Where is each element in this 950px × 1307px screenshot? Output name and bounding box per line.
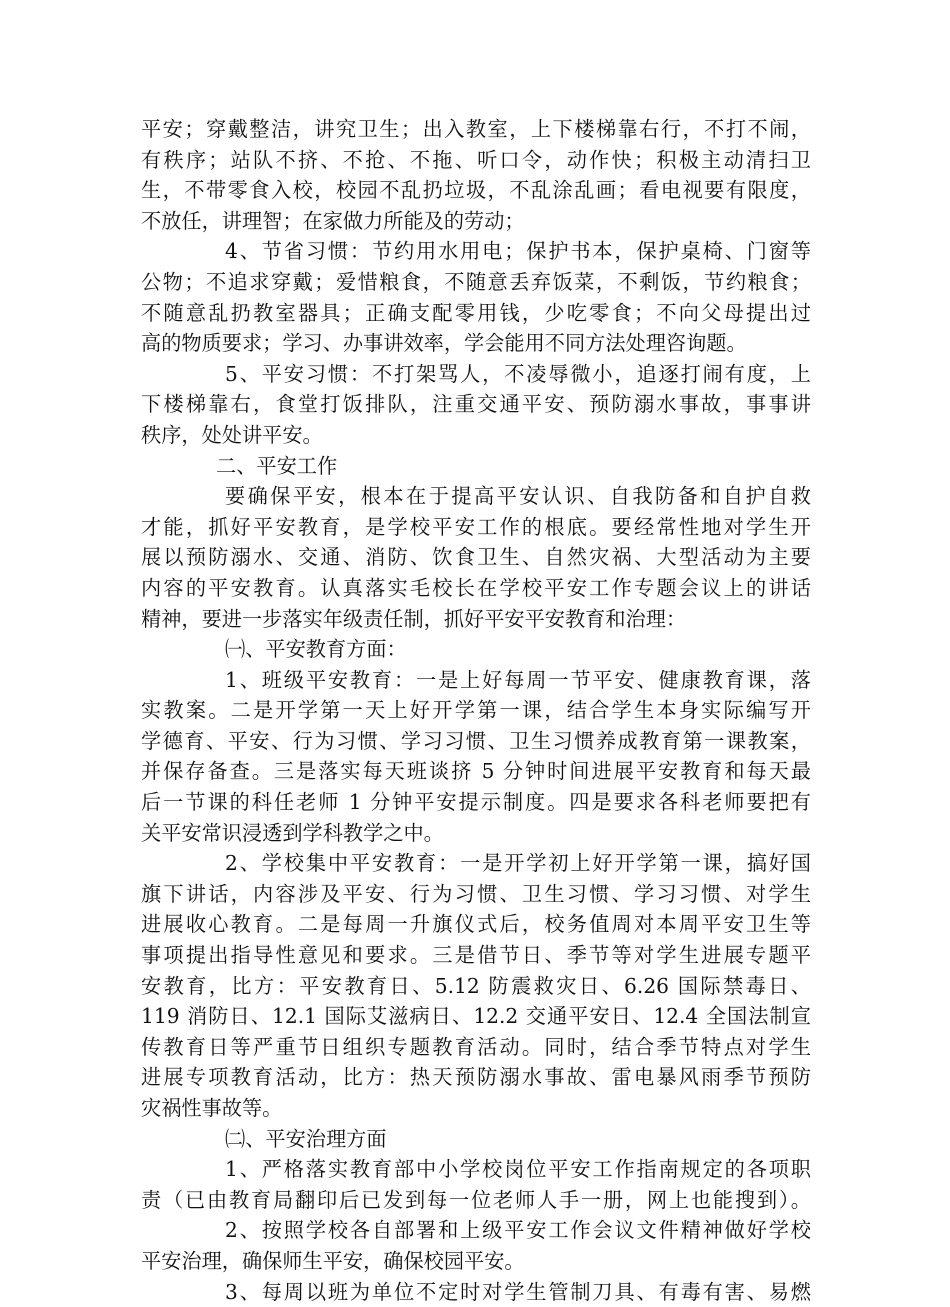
text-line: 进展专项教育活动，比方：热天预防溺水事故、雷电暴风雨季节预防 <box>141 1065 811 1090</box>
text-line: 责（已由教育局翻印后已发到每一位老师人手一册，网上也能搜到）。 <box>141 1187 811 1212</box>
text-line: 119 消防日、12.1 国际艾滋病日、12.2 交通平安日、12.4 全国法制宣 <box>141 1004 811 1029</box>
text-line: 1、严格落实教育部中小学校岗位平安工作指南规定的各项职 <box>225 1157 811 1182</box>
text-line: 公物；不追求穿戴；爱惜粮食，不随意丢弃饭菜，不剩饭，节约粮食； <box>141 269 811 294</box>
text-line: ㈡、平安治理方面 <box>225 1126 387 1151</box>
text-line: 生，不带零食入校，校园不乱扔垃圾，不乱涂乱画；看电视要有限度， <box>141 178 811 203</box>
text-line: 并保存备查。三是落实每天班谈挤 5 分钟时间进展平安教育和每天最 <box>141 759 811 784</box>
text-line: 5、平安习惯：不打架骂人，不凌辱微小，追逐打闹有度，上 <box>225 361 811 386</box>
text-line: 不放任，讲理智；在家做力所能及的劳动； <box>141 208 525 233</box>
text-line: ㈠、平安教育方面： <box>225 637 407 662</box>
text-line: 内容的平安教育。认真落实毛校长在学校平安工作专题会议上的讲话 <box>141 575 811 600</box>
text-line: 平安；穿戴整洁，讲究卫生；出入教室，上下楼梯靠右行，不打不闹， <box>141 117 811 141</box>
text-line: 不随意乱扔教室器具；正确支配零用钱，少吃零食；不向父母提出过 <box>141 300 811 325</box>
text-line: 精神，要进一步落实年级责任制，抓好平安平安教育和治理： <box>141 606 687 631</box>
text-line: 2、学校集中平安教育：一是开学初上好开学第一课，搞好国 <box>225 851 811 876</box>
text-line: 4、节省习惯：节约用水用电；保护书本，保护桌椅、门窗等 <box>225 239 811 264</box>
text-line: 安教育，比方：平安教育日、5.12 防震救灾日、6.26 国际禁毒日、 <box>141 973 811 998</box>
text-line: 旗下讲话，内容涉及平安、行为习惯、卫生习惯、学习习惯、对学生 <box>141 881 811 906</box>
document-page <box>141 114 811 1307</box>
text-line: 秩序，处处讲平安。 <box>141 422 323 447</box>
text-line: 实教案。二是开学第一天上好开学第一课，结合学生本身实际编写开 <box>141 698 811 723</box>
text-line: 灾祸性事故等。 <box>141 1096 283 1120</box>
text-line: 传教育日等严重节日组织专题教育活动。同时，结合季节特点对学生 <box>141 1034 811 1059</box>
text-line: 1、班级平安教育：一是上好每周一节平安、健康教育课，落 <box>225 667 811 692</box>
text-line: 学德育、平安、行为习惯、学习习惯、卫生习惯养成教育第一课教案， <box>141 728 811 753</box>
text-line: 3、每周以班为单位不定时对学生管制刀具、有毒有害、易燃 <box>225 1279 811 1304</box>
text-line: 有秩序；站队不挤、不抢、不拖、听口令，动作快；积极主动清扫卫 <box>141 147 811 172</box>
text-line: 平安治理，确保师生平安，确保校园平安。 <box>141 1248 525 1273</box>
text-line: 关平安常识浸透到学科教学之中。 <box>141 820 444 845</box>
text-line: 高的物质要求；学习、办事讲效率，学会能用不同方法处理咨询题。 <box>141 331 747 356</box>
text-line: 才能，抓好平安教育，是学校平安工作的根底。要经常性地对学生开 <box>141 514 811 539</box>
text-line: 要确保平安，根本在于提高平安认识、自我防备和自护自救 <box>225 484 811 509</box>
text-line: 展以预防溺水、交通、消防、饮食卫生、自然灾祸、大型活动为主要 <box>141 545 811 570</box>
text-line: 事项提出指导性意见和要求。三是借节日、季节等对学生进展专题平 <box>141 943 811 968</box>
text-line: 后一节课的科任老师 1 分钟平安提示制度。四是要求各科老师要把有 <box>141 790 811 815</box>
text-line: 进展收心教育。二是每周一升旗仪式后，校务值周对本周平安卫生等 <box>141 912 811 937</box>
text-line: 2、按照学校各自部署和上级平安工作会议文件精神做好学校 <box>225 1218 811 1243</box>
text-line: 下楼梯靠右，食堂打饭排队，注重交通平安、预防溺水事故，事事讲 <box>141 392 811 417</box>
text-line: 二、平安工作 <box>216 453 338 478</box>
